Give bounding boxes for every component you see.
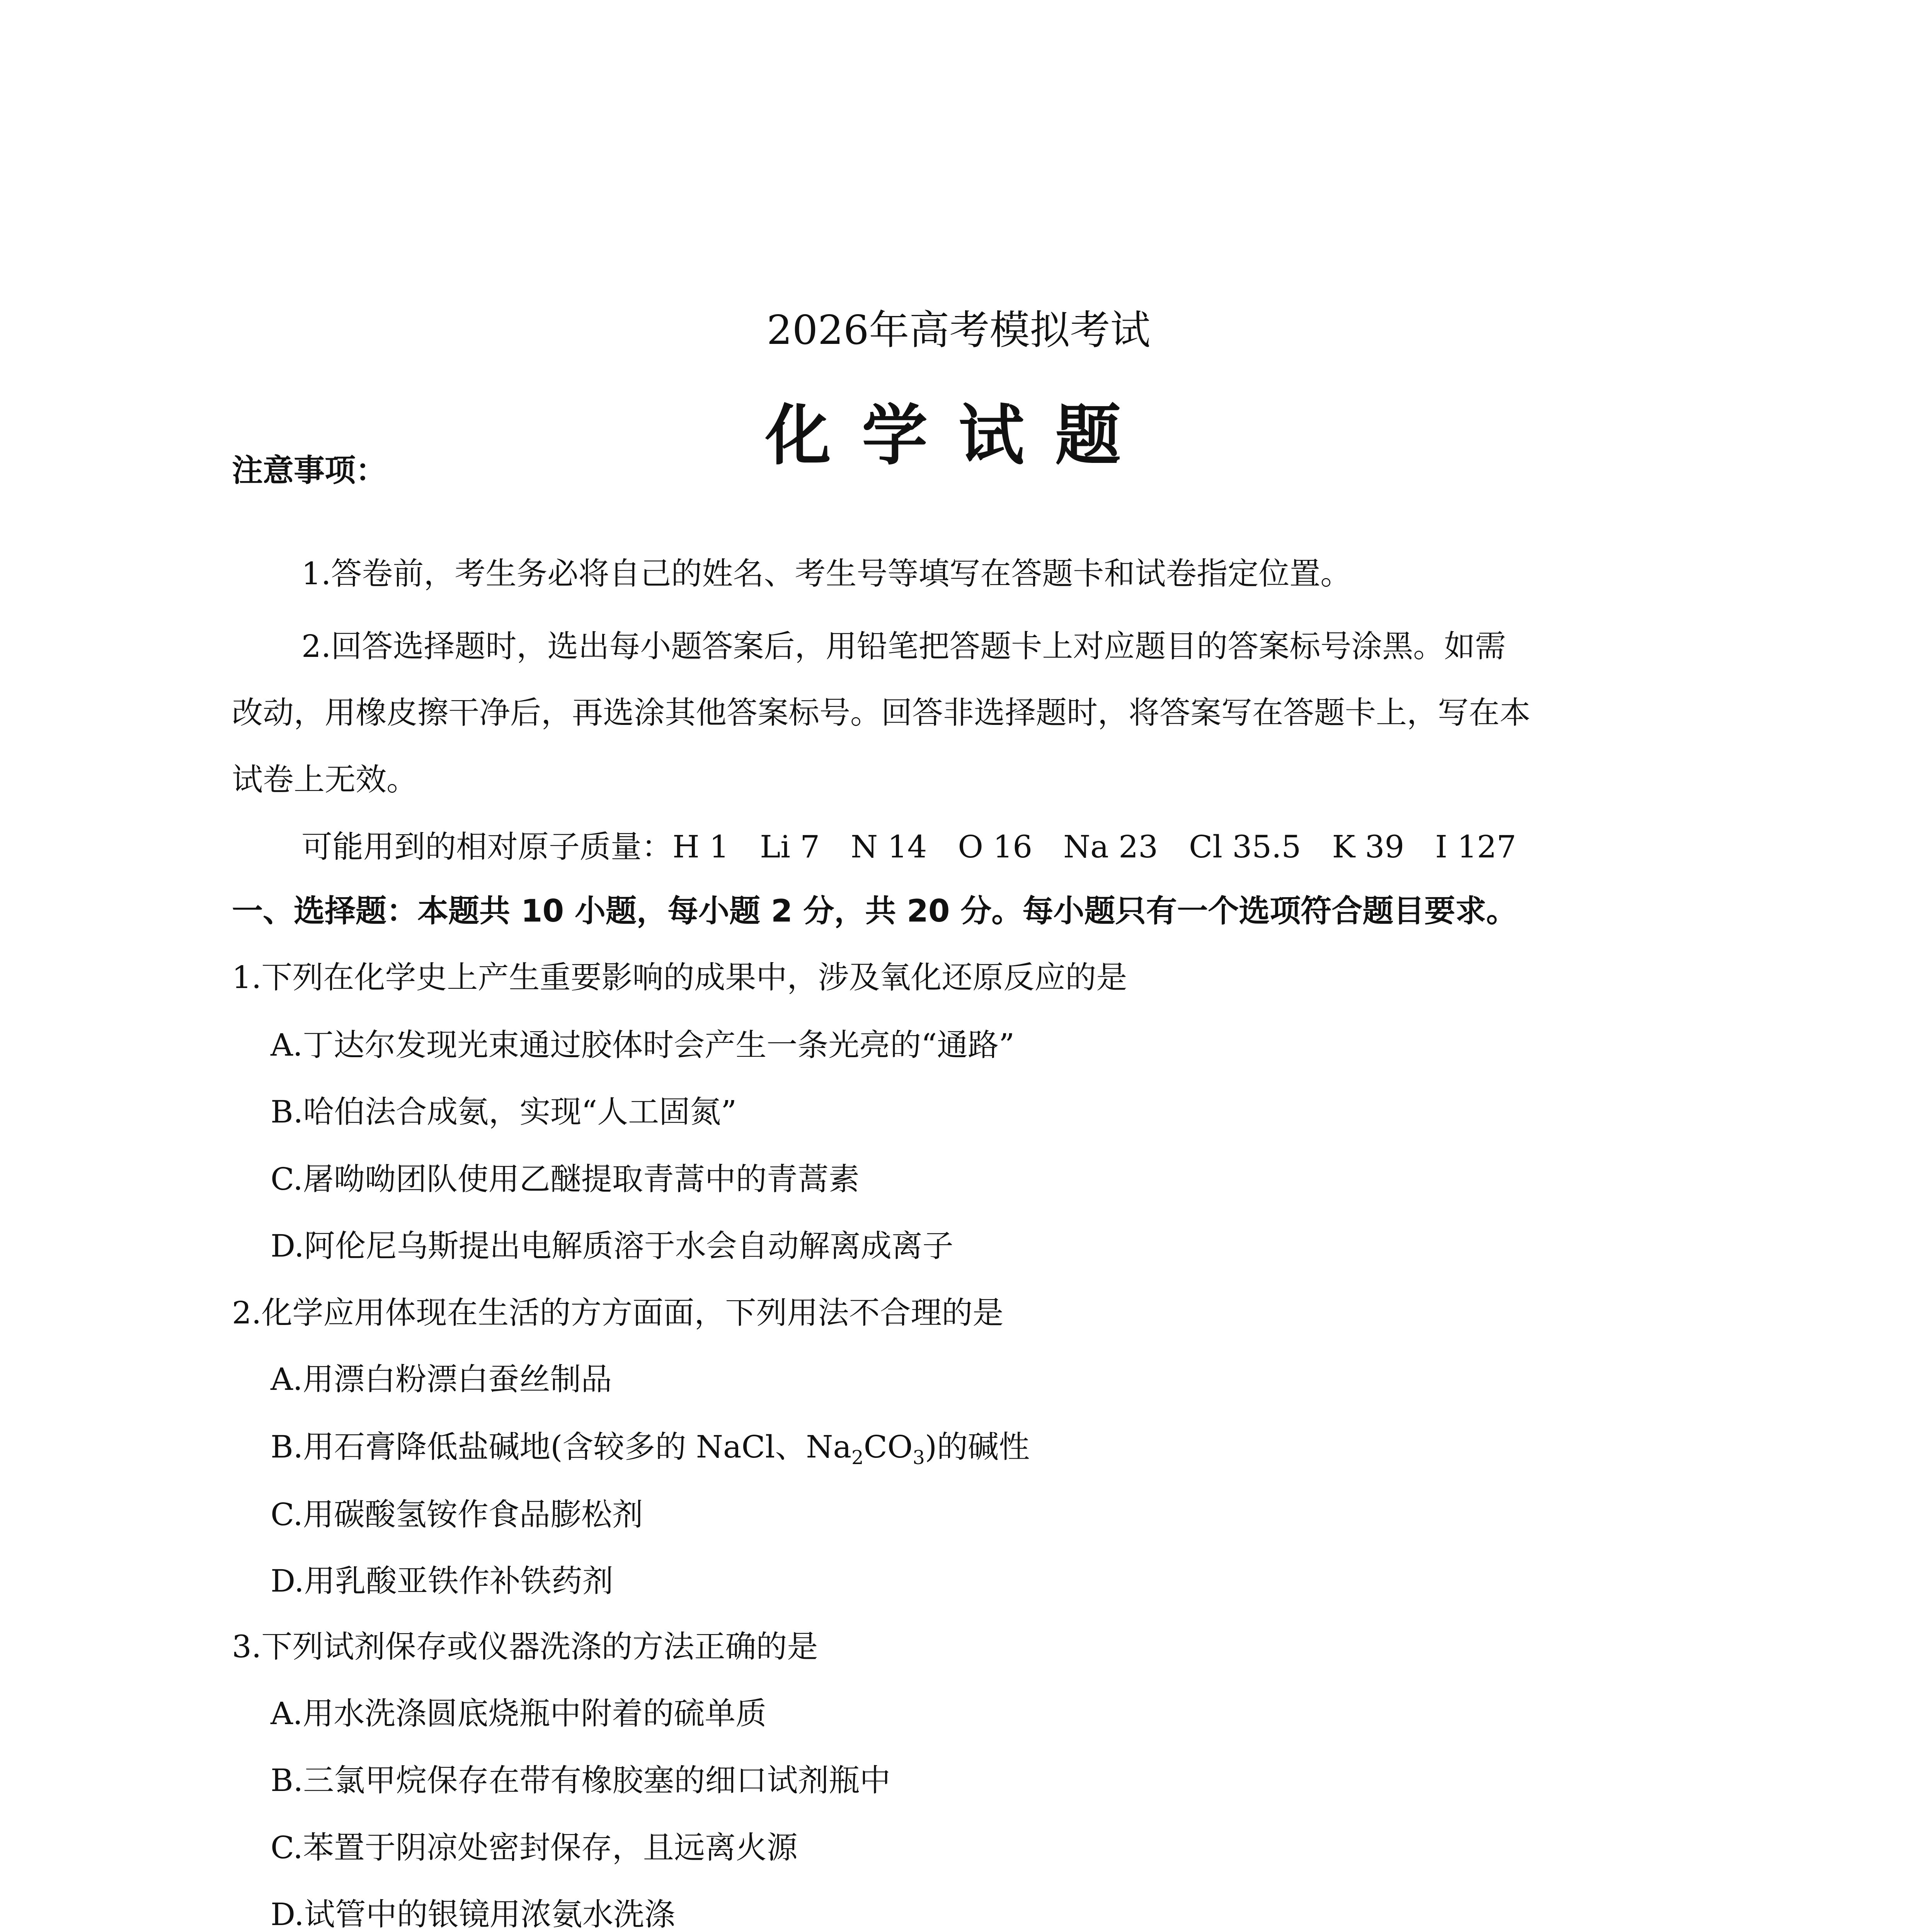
subject-title: 化学试题 xyxy=(765,398,1152,474)
atomic-masses: 可能用到的相对原子质量：H 1 Li 7 N 14 O 16 Na 23 Cl 35.5 K 39 I 127 xyxy=(301,829,1517,865)
question-3-stem: 3.下列试剂保存或仪器洗涤的方法正确的是 xyxy=(232,1629,818,1665)
question-2-option-c: C.用碳酸氢铵作食品膨松剂 xyxy=(271,1497,643,1532)
question-3-option-b: B.三氯甲烷保存在带有橡胶塞的细口试剂瓶中 xyxy=(271,1762,891,1798)
question-1-option-d: D.阿伦尼乌斯提出电解质溶于水会自动解离成离子 xyxy=(271,1228,953,1264)
notice-item-2-line-3: 试卷上无效。 xyxy=(232,762,417,798)
question-3-option-c: C.苯置于阴凉处密封保存，且远离火源 xyxy=(271,1830,798,1866)
question-2-option-b: B.用石膏降低盐碱地(含较多的 NaCl、$Na_2CO_3$)的碱性 xyxy=(271,1429,1030,1469)
question-2-option-a: A.用漂白粉漂白蚕丝制品 xyxy=(271,1361,612,1397)
section-1-heading: 一、选择题：本题共 10 小题，每小题 2 分，共 20 分。每小题只有一个选项符合题目要求。 xyxy=(232,893,1517,929)
exam-title: 2026年高考模拟考试 xyxy=(766,306,1151,354)
question-3-option-a: A.用水洗涤圆底烧瓶中附着的硫单质 xyxy=(271,1696,767,1731)
question-1-option-b: B.哈伯法合成氨，实现“人工固氮” xyxy=(271,1094,737,1130)
question-1-option-a: A.丁达尔发现光束通过胶体时会产生一条光亮的“通路” xyxy=(271,1027,1015,1063)
question-1-stem: 1.下列在化学史上产生重要影响的成果中，涉及氧化还原反应的是 xyxy=(232,959,1127,995)
notice-item-2-line-1: 2.回答选择题时，选出每小题答案后，用铅笔把答题卡上对应题目的答案标号涂黑。如需 xyxy=(301,628,1506,664)
question-2-stem: 2.化学应用体现在生活的方方面面，下列用法不合理的是 xyxy=(232,1295,1004,1331)
notice-heading: 注意事项： xyxy=(232,452,386,488)
notice-item-1: 1.答卷前，考生务必将自己的姓名、考生号等填写在答题卡和试卷指定位置。 xyxy=(301,556,1352,592)
notice-item-2-line-2: 改动，用橡皮擦干净后，再选涂其他答案标号。回答非选择题时，将答案写在答题卡上，写在本 xyxy=(232,695,1531,731)
question-2-option-d: D.用乳酸亚铁作补铁药剂 xyxy=(271,1563,613,1599)
question-3-option-d: D.试管中的银镜用浓氨水洗涤 xyxy=(271,1896,675,1932)
question-1-option-c: C.屠呦呦团队使用乙醚提取青蒿中的青蒿素 xyxy=(271,1161,860,1197)
